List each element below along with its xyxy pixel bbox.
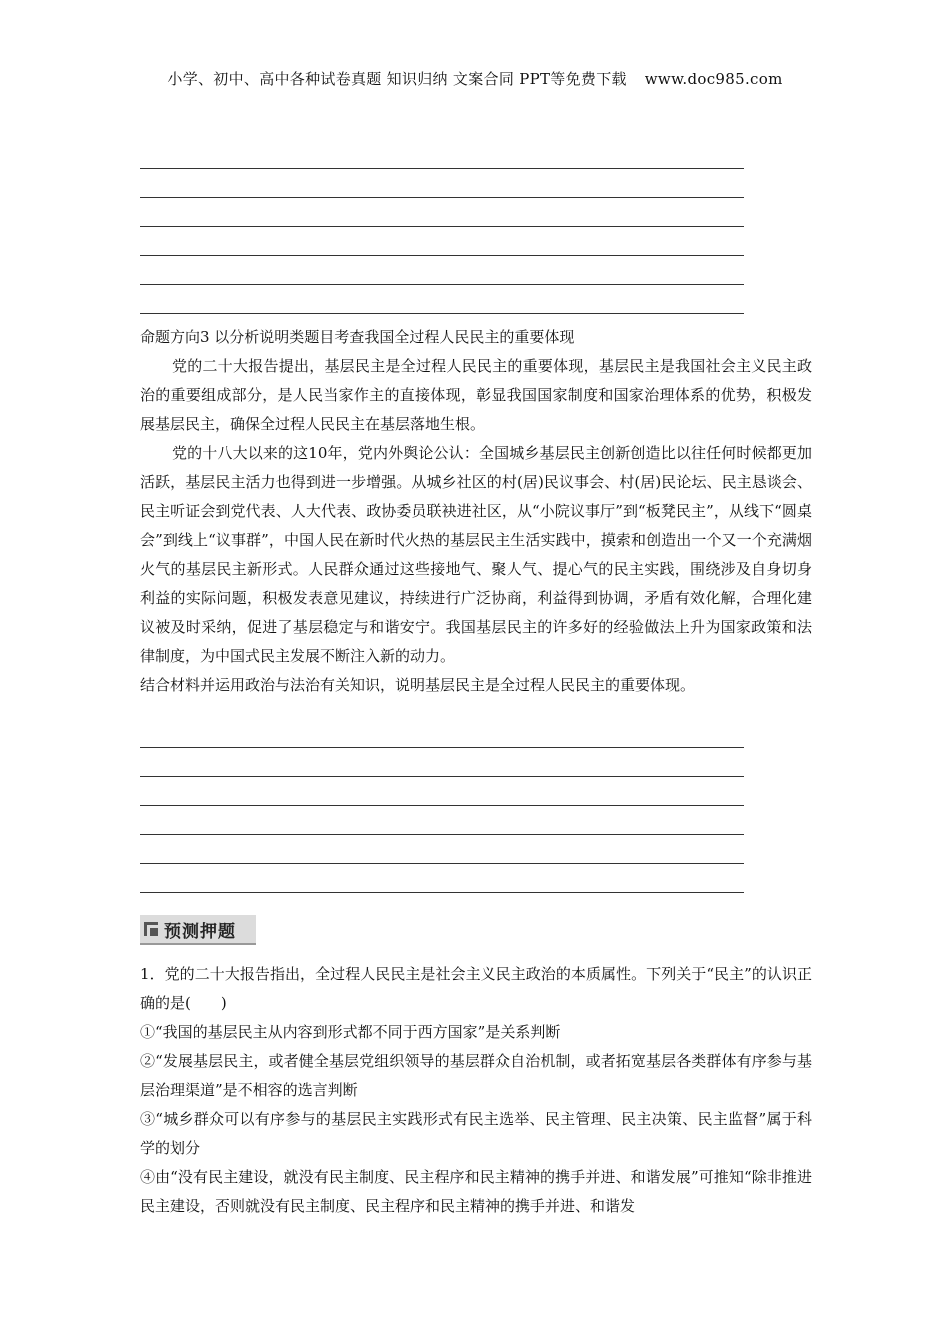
answer-lines-bottom (140, 747, 744, 921)
answer-lines-top (140, 168, 744, 342)
page-header (0, 68, 950, 89)
question-option: ③“城乡群众可以有序参与的基层民主实践形式有民主选举、民主管理、民主决策、民主监督”属于科学的划分 (140, 1110, 812, 1157)
answer-line (140, 776, 744, 777)
question-stem: 1．党的二十大报告指出，全过程人民民主是社会主义民主政治的本质属性。下列关于“民主”的认识正确的是( ) (140, 965, 812, 1012)
answer-line (140, 834, 744, 835)
answer-line (140, 255, 744, 256)
header-website: www.doc985.com (644, 70, 783, 88)
material-paragraph-1: 党的二十大报告提出，基层民主是全过程人民民主的重要体现，基层民主是我国社会主义民主政治的重要组成部分，是人民当家作主的直接体现，彰显我国国家制度和国家治理体系的优势，积极发展基层民主，确保全过程人民民主在基层落地生根。 (140, 357, 812, 433)
answer-line (140, 892, 744, 893)
section-title-banner (140, 915, 256, 945)
section-title: 预测押题 (164, 922, 236, 942)
material-question: 结合材料并运用政治与法治有关知识，说明基层民主是全过程人民民主的重要体现。 (140, 676, 696, 694)
answer-line (140, 226, 744, 227)
material-paragraph-2: 党的十八大以来的这10年，党内外舆论公认：全国城乡基层民主创新创造比以往任何时候都更加活跃，基层民主活力也得到进一步增强。从城乡社区的村(居)民议事会、村(居)民论坛、民主恳谈会、民主听证会到党代表、人大代表、政协委员联袂进社区，从“小院议事厅”到“板凳民主”，从线下“圆桌会”到线上“议事群”，中国人民在新时代火热的基层民主生活实践中，摸索和创造出一个又一个充满烟火气的基层民主新形式。人民群众通过这些接地气、聚人气、提心气的民主实践，围绕涉及自身切身利益的实际问题，积极发表意见建议，持续进行广泛协商，利益得到协调，矛盾有效化解，合理化建议被及时采纳，促进了基层稳定与和谐安宁。我国基层民主的许多好的经验做法上升为国家政策和法律制度，为中国式民主发展不断注入新的动力。 (140, 444, 812, 665)
question-option: ④由“没有民主建设，就没有民主制度、民主程序和民主精神的携手并进、和谐发展”可推知“除非推进民主建设，否则就没有民主制度、民主程序和民主精神的携手并进、和谐发 (140, 1168, 812, 1215)
answer-line (140, 197, 744, 198)
answer-line (140, 168, 744, 169)
answer-line (140, 747, 744, 748)
answer-line (140, 313, 744, 314)
material-block (140, 352, 812, 700)
question-1 (140, 960, 812, 1221)
question-option: ②“发展基层民主，或者健全基层党组织领导的基层群众自治机制，或者拓宽基层各类群体有序参与基层治理渠道”是不相容的选言判断 (140, 1052, 812, 1099)
question-option: ①“我国的基层民主从内容到形式都不同于西方国家”是关系判断 (140, 1023, 561, 1041)
header-left-text: 小学、初中、高中各种试卷真题 知识归纳 文案合同 PPT等免费下载 (167, 70, 627, 88)
direction-heading: 命题方向3 以分析说明类题目考查我国全过程人民民主的重要体现 (140, 328, 575, 346)
answer-line (140, 805, 744, 806)
section-square-icon (150, 928, 158, 936)
answer-line (140, 863, 744, 864)
answer-line (140, 284, 744, 285)
